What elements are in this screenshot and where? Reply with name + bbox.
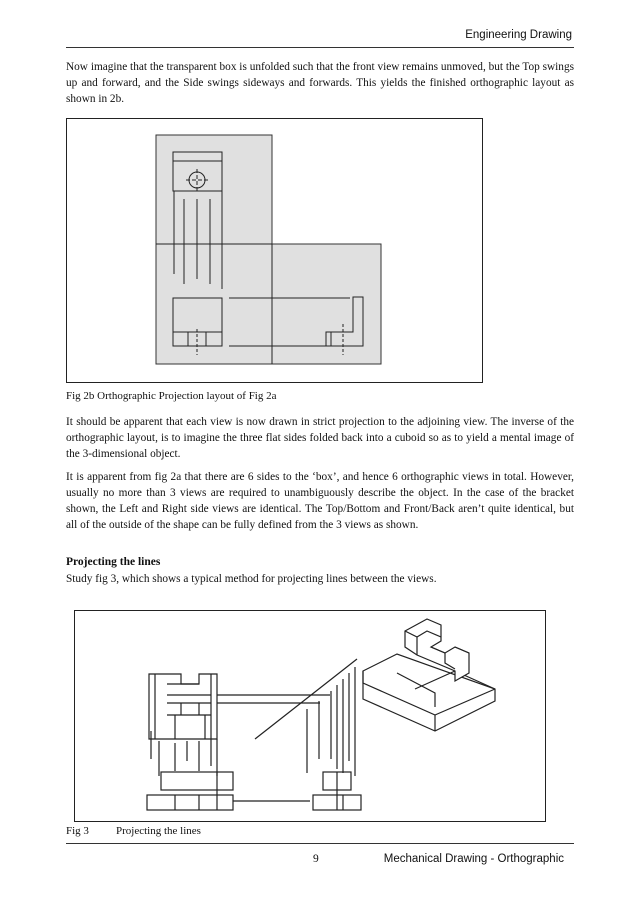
orthographic-layout-drawing: [67, 119, 482, 382]
projecting-lines-drawing: [75, 611, 545, 821]
paragraph-study: Study fig 3, which shows a typical method for projecting lines between the views.: [66, 573, 437, 585]
section-heading: Projecting the lines: [66, 556, 161, 568]
footer-rule: [66, 843, 574, 844]
front-view-upper: [161, 772, 233, 790]
paragraph-intro: Now imagine that the transparent box is unfolded such that the front view remains unmoved, but the Top swings up and forward, and the Side swings sideways and forwards. This yields the finished orthographic layout as shown in 2b.: [66, 61, 574, 105]
header-rule: [66, 47, 574, 48]
running-footer: Mechanical Drawing - Orthographic: [383, 853, 564, 865]
figure-3-title: Projecting the lines: [116, 825, 201, 837]
mitre-line: [255, 659, 357, 739]
figure-2b: [66, 118, 483, 383]
page-number: 9: [313, 853, 319, 865]
running-header: Engineering Drawing: [465, 29, 572, 41]
figure-2b-caption: Fig 2b Orthographic Projection layout of Fig 2a: [66, 390, 277, 402]
figure-3: [74, 610, 546, 822]
paragraph-views: It is apparent from fig 2a that there are 6 sides to the ‘box’, and hence 6 orthographic views in total. However, usually no more than 3 views are required to unambiguously describe the object. In the case of the bracket shown, the Left and Right side views are identical. The Top/Bottom and Front/Back aren’t quite identical, but all of the outside of the shape can be fully defined from the 3 views as shown.: [66, 471, 574, 531]
paragraph-projection: It should be apparent that each view is now drawn in strict projection to the adjoining view. The inverse of the orthographic layout, is to imagine the three flat sides folded back into a cuboid so as to yield a mental image of the 3-dimensional object.: [66, 416, 574, 460]
isometric-bracket: [363, 619, 495, 731]
front-view-base: [147, 795, 233, 810]
figure-3-label: Fig 3: [66, 825, 89, 837]
projection-plane-shading: [156, 135, 381, 364]
